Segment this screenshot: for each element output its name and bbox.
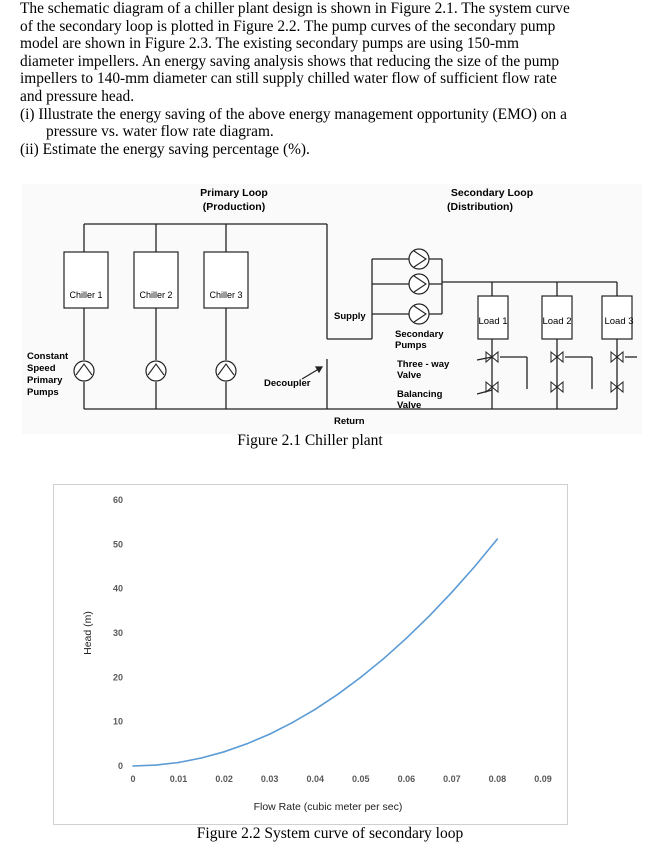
three-way-label-2: Valve	[397, 370, 422, 381]
constant-speed-label-3: Primary	[27, 375, 63, 386]
problem-line-1: The schematic diagram of a chiller plant design is shown in Figure 2.1. The system curve	[20, 0, 570, 17]
secondary-pumps	[409, 249, 429, 324]
data-point	[451, 591, 453, 593]
series-line-0	[133, 539, 497, 766]
chiller-2-label: Chiller 2	[139, 290, 173, 300]
y-tick-label: 0	[117, 761, 123, 771]
x-tick-label: 0.07	[443, 774, 461, 784]
y-axis-title: Head (m)	[82, 611, 94, 655]
problem-line-3: model are shown in Figure 2.3. The existing secondary pumps are using 150-mm	[20, 35, 519, 53]
data-point	[246, 743, 248, 745]
x-axis-title: Flow Rate (cubic meter per sec)	[253, 801, 403, 813]
secondary-pumps-label-2: Pumps	[395, 340, 427, 351]
return-label: Return	[334, 416, 365, 427]
question-1-cont: pressure vs. water flow rate diagram.	[46, 123, 274, 141]
data-point	[474, 566, 476, 568]
data-point	[337, 693, 339, 695]
problem-line-5: impellers to 140-mm diameter can still supply chilled water flow of sufficient flow rate	[20, 70, 557, 88]
figure-2-1-caption: Figure 2.1 Chiller plant	[237, 432, 383, 449]
data-point	[155, 764, 157, 766]
primary-loop-subtitle: (Production)	[202, 201, 266, 213]
x-tick-label: 0.04	[306, 774, 324, 784]
data-point	[428, 615, 430, 617]
x-tick-label: 0.03	[260, 774, 279, 784]
x-tick-label: 0.08	[488, 774, 507, 784]
chiller-plant-diagram	[22, 184, 642, 434]
constant-speed-label-1: Constant	[27, 351, 69, 362]
balancing-label-1: Balancing	[397, 389, 443, 400]
data-point	[497, 538, 499, 540]
x-tick-label: 0.02	[215, 774, 233, 784]
x-tick-label: 0.06	[397, 774, 416, 784]
chiller-1-label: Chiller 1	[69, 290, 103, 300]
x-tick-label: 0.09	[534, 774, 552, 784]
data-point	[201, 757, 203, 759]
problem-statement	[20, 0, 650, 158]
data-point	[269, 733, 271, 735]
x-tick-label: 0	[130, 774, 136, 784]
data-point	[292, 722, 294, 724]
problem-line-2: of the secondary loop is plotted in Figure 2.2. The pump curves of the secondary pump	[20, 17, 556, 35]
three-way-label-1: Three - way	[397, 359, 450, 370]
x-tick-label: 0.05	[352, 774, 370, 784]
secondary-pumps-label-1: Secondary	[395, 329, 444, 340]
y-tick-label: 60	[112, 495, 123, 505]
data-point	[314, 708, 316, 710]
load-1-label: Load 1	[478, 316, 508, 327]
data-point	[223, 751, 225, 753]
data-point	[406, 638, 408, 640]
supply-label: Supply	[334, 311, 366, 322]
constant-speed-label-2: Speed	[27, 363, 56, 374]
load-2-label: Load 2	[542, 316, 572, 327]
data-point	[132, 765, 134, 767]
y-tick-label: 10	[112, 716, 123, 727]
figure-2-2-caption: Figure 2.2 System curve of secondary loop	[196, 825, 464, 842]
decoupler-label: Decoupler	[264, 378, 311, 389]
constant-speed-label-4: Pumps	[27, 387, 59, 398]
load-3-label: Load 3	[604, 316, 634, 327]
data-point	[178, 762, 180, 764]
secondary-loop-subtitle: (Distribution)	[447, 201, 513, 213]
secondary-loop-title: Secondary Loop	[450, 187, 534, 199]
problem-line-6: and pressure head.	[20, 87, 135, 105]
y-tick-label: 40	[112, 583, 123, 594]
system-curve-chart	[53, 484, 566, 823]
x-tick-label: 0.01	[169, 774, 188, 784]
y-tick-label: 50	[112, 539, 123, 550]
data-point	[360, 677, 362, 679]
problem-line-4: diameter impellers. An energy saving analysis shows that reducing the size of the pump	[20, 52, 560, 70]
y-tick-label: 20	[112, 672, 123, 683]
balancing-label-2: Valve	[397, 400, 422, 411]
chiller-3-label: Chiller 3	[209, 290, 243, 300]
y-tick-label: 30	[112, 628, 123, 638]
question-2: (ii) Estimate the energy saving percentage (%).	[20, 140, 310, 158]
question-1: (i) Illustrate the energy saving of the above energy management opportunity (EMO) on a	[20, 105, 567, 123]
primary-loop-title: Primary Loop	[200, 187, 268, 199]
data-point	[383, 658, 385, 660]
